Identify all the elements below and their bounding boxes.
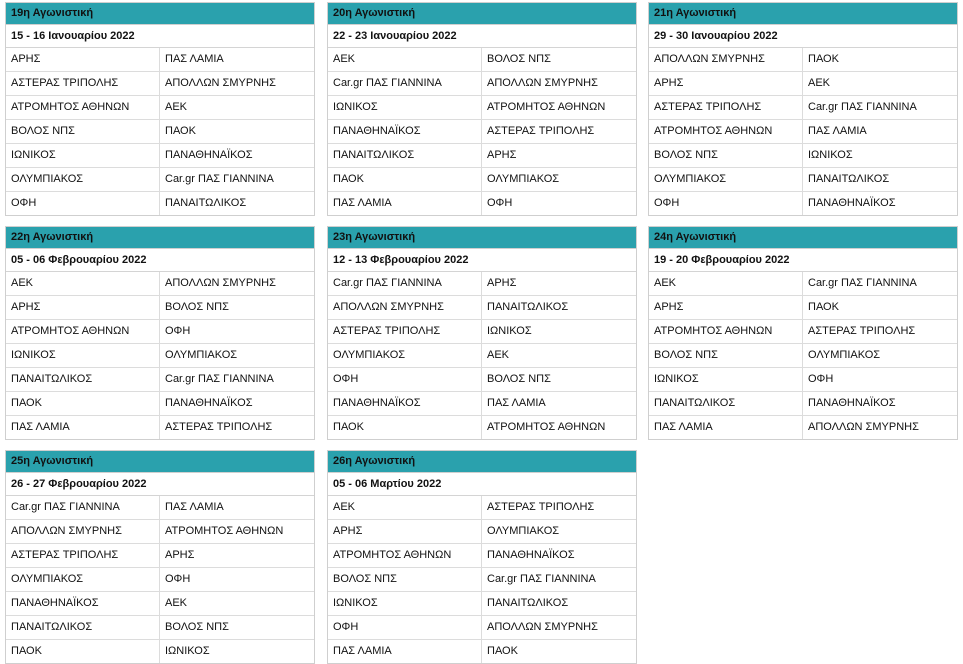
match-row xyxy=(328,72,636,96)
match-row xyxy=(649,144,957,168)
away-team: ΑΣΤΕΡΑΣ ΤΡΙΠΟΛΗΣ xyxy=(487,501,595,513)
away-team: Car.gr ΠΑΣ ΓΙΑΝΝΙΝΑ xyxy=(165,373,274,385)
home-team: ΑΣΤΕΡΑΣ ΤΡΙΠΟΛΗΣ xyxy=(6,72,160,95)
round-table xyxy=(327,226,637,440)
away-team: ΠΑΝΑΘΗΝΑΪΚΟΣ xyxy=(165,397,253,409)
home-team: ΑΡΗΣ xyxy=(6,48,160,71)
home-team: ΑΠΟΛΛΩΝ ΣΜΥΡΝΗΣ xyxy=(328,296,482,319)
match-row xyxy=(649,320,957,344)
away-team: ΑΣΤΕΡΑΣ ΤΡΙΠΟΛΗΣ xyxy=(165,421,273,433)
match-row xyxy=(649,48,957,72)
match-row xyxy=(6,592,314,616)
match-row xyxy=(6,72,314,96)
home-team: Car.gr ΠΑΣ ΓΙΑΝΝΙΝΑ xyxy=(328,272,482,295)
away-team: ΟΦΗ xyxy=(165,573,191,585)
match-row xyxy=(328,320,636,344)
home-team: ΑΡΗΣ xyxy=(6,296,160,319)
away-team: ΠΑΟΚ xyxy=(487,645,518,657)
match-row xyxy=(328,344,636,368)
away-team: ΠΑΝΑΙΤΩΛΙΚΟΣ xyxy=(487,597,569,609)
home-team: ΑΣΤΕΡΑΣ ΤΡΙΠΟΛΗΣ xyxy=(328,320,482,343)
match-row xyxy=(6,144,314,168)
home-team: ΑΤΡΟΜΗΤΟΣ ΑΘΗΝΩΝ xyxy=(649,120,803,143)
match-row xyxy=(6,296,314,320)
away-team: ΒΟΛΟΣ ΝΠΣ xyxy=(487,53,551,65)
match-row xyxy=(6,272,314,296)
match-row xyxy=(328,496,636,520)
round-date: 29 - 30 Ιανουαρίου 2022 xyxy=(649,25,957,48)
home-team: ΑΡΗΣ xyxy=(328,520,482,543)
away-team: ΟΦΗ xyxy=(165,325,191,337)
match-row xyxy=(649,368,957,392)
match-row xyxy=(6,568,314,592)
away-team: ΠΑΝΑΙΤΩΛΙΚΟΣ xyxy=(487,301,569,313)
away-team: ΑΡΗΣ xyxy=(487,149,517,161)
home-team: ΑΠΟΛΛΩΝ ΣΜΥΡΝΗΣ xyxy=(6,520,160,543)
home-team: ΙΩΝΙΚΟΣ xyxy=(6,344,160,367)
home-team: ΟΦΗ xyxy=(649,192,803,215)
round-date: 05 - 06 Φεβρουαρίου 2022 xyxy=(6,249,314,272)
home-team: ΑΣΤΕΡΑΣ ΤΡΙΠΟΛΗΣ xyxy=(649,96,803,119)
away-team: Car.gr ΠΑΣ ΓΙΑΝΝΙΝΑ xyxy=(487,573,596,585)
home-team: ΠΑΝΑΘΗΝΑΪΚΟΣ xyxy=(6,592,160,615)
away-team: ΑΡΗΣ xyxy=(165,549,195,561)
home-team: Car.gr ΠΑΣ ΓΙΑΝΝΙΝΑ xyxy=(328,72,482,95)
match-row xyxy=(328,416,636,439)
away-team: ΠΑΟΚ xyxy=(808,53,839,65)
away-team: ΑΠΟΛΛΩΝ ΣΜΥΡΝΗΣ xyxy=(487,621,598,633)
away-team: ΠΑΝΑΘΗΝΑΪΚΟΣ xyxy=(487,549,575,561)
match-row xyxy=(6,616,314,640)
home-team: ΟΦΗ xyxy=(328,616,482,639)
match-row xyxy=(328,48,636,72)
away-team: ΠΑΟΚ xyxy=(165,125,196,137)
round-table xyxy=(327,450,637,664)
match-row xyxy=(6,392,314,416)
home-team: ΒΟΛΟΣ ΝΠΣ xyxy=(649,144,803,167)
match-row xyxy=(6,344,314,368)
round-date: 15 - 16 Ιανουαρίου 2022 xyxy=(6,25,314,48)
match-row xyxy=(6,320,314,344)
away-team: ΠΑΝΑΘΗΝΑΪΚΟΣ xyxy=(808,197,896,209)
match-row xyxy=(328,96,636,120)
away-team: ΙΩΝΙΚΟΣ xyxy=(487,325,532,337)
away-team: ΟΦΗ xyxy=(487,197,513,209)
home-team: ΟΛΥΜΠΙΑΚΟΣ xyxy=(649,168,803,191)
match-row xyxy=(649,416,957,439)
away-team: Car.gr ΠΑΣ ΓΙΑΝΝΙΝΑ xyxy=(165,173,274,185)
home-team: ΑΕΚ xyxy=(328,48,482,71)
match-row xyxy=(6,120,314,144)
home-team: ΟΛΥΜΠΙΑΚΟΣ xyxy=(6,168,160,191)
round-table xyxy=(5,450,315,664)
home-team: ΠΑΝΑΙΤΩΛΙΚΟΣ xyxy=(328,144,482,167)
away-team: ΟΛΥΜΠΙΑΚΟΣ xyxy=(487,525,560,537)
round-title: 19η Αγωνιστική xyxy=(6,3,314,25)
home-team: ΑΤΡΟΜΗΤΟΣ ΑΘΗΝΩΝ xyxy=(6,320,160,343)
away-team: ΟΛΥΜΠΙΑΚΟΣ xyxy=(808,349,881,361)
home-team: ΑΤΡΟΜΗΤΟΣ ΑΘΗΝΩΝ xyxy=(649,320,803,343)
away-team: ΑΠΟΛΛΩΝ ΣΜΥΡΝΗΣ xyxy=(487,77,598,89)
match-row xyxy=(328,640,636,663)
away-team: ΑΕΚ xyxy=(808,77,831,89)
match-row xyxy=(649,72,957,96)
home-team: ΙΩΝΙΚΟΣ xyxy=(328,592,482,615)
away-team: ΑΤΡΟΜΗΤΟΣ ΑΘΗΝΩΝ xyxy=(487,421,606,433)
match-row xyxy=(649,272,957,296)
match-row xyxy=(6,368,314,392)
away-team: ΠΑΟΚ xyxy=(808,301,839,313)
round-title: 20η Αγωνιστική xyxy=(328,3,636,25)
away-team: ΙΩΝΙΚΟΣ xyxy=(808,149,853,161)
away-team: ΑΠΟΛΛΩΝ ΣΜΥΡΝΗΣ xyxy=(165,277,276,289)
match-row xyxy=(6,192,314,215)
round-title: 22η Αγωνιστική xyxy=(6,227,314,249)
round-table xyxy=(5,226,315,440)
round-title: 23η Αγωνιστική xyxy=(328,227,636,249)
home-team: ΑΠΟΛΛΩΝ ΣΜΥΡΝΗΣ xyxy=(649,48,803,71)
match-row xyxy=(6,520,314,544)
round-title: 26η Αγωνιστική xyxy=(328,451,636,473)
home-team: ΟΦΗ xyxy=(6,192,160,215)
match-row xyxy=(328,392,636,416)
round-title: 24η Αγωνιστική xyxy=(649,227,957,249)
match-row xyxy=(649,392,957,416)
away-team: Car.gr ΠΑΣ ΓΙΑΝΝΙΝΑ xyxy=(808,101,917,113)
match-row xyxy=(328,368,636,392)
round-date: 26 - 27 Φεβρουαρίου 2022 xyxy=(6,473,314,496)
match-row xyxy=(649,168,957,192)
away-team: ΠΑΣ ΛΑΜΙΑ xyxy=(165,53,224,65)
match-row xyxy=(328,120,636,144)
round-date: 22 - 23 Ιανουαρίου 2022 xyxy=(328,25,636,48)
away-team: ΠΑΣ ΛΑΜΙΑ xyxy=(487,397,546,409)
match-row xyxy=(6,168,314,192)
away-team: ΑΣΤΕΡΑΣ ΤΡΙΠΟΛΗΣ xyxy=(487,125,595,137)
away-team: ΑΕΚ xyxy=(487,349,510,361)
round-table xyxy=(648,226,958,440)
match-row xyxy=(328,168,636,192)
round-table xyxy=(5,2,315,216)
match-row xyxy=(328,616,636,640)
away-team: ΟΛΥΜΠΙΑΚΟΣ xyxy=(165,349,238,361)
away-team: ΑΡΗΣ xyxy=(487,277,517,289)
home-team: ΙΩΝΙΚΟΣ xyxy=(649,368,803,391)
match-row xyxy=(649,96,957,120)
home-team: ΑΤΡΟΜΗΤΟΣ ΑΘΗΝΩΝ xyxy=(6,96,160,119)
home-team: Car.gr ΠΑΣ ΓΙΑΝΝΙΝΑ xyxy=(6,496,160,519)
away-team: ΙΩΝΙΚΟΣ xyxy=(165,645,210,657)
match-row xyxy=(6,640,314,663)
home-team: ΑΤΡΟΜΗΤΟΣ ΑΘΗΝΩΝ xyxy=(328,544,482,567)
away-team: ΠΑΝΑΘΗΝΑΪΚΟΣ xyxy=(808,397,896,409)
match-row xyxy=(328,544,636,568)
home-team: ΟΛΥΜΠΙΑΚΟΣ xyxy=(6,568,160,591)
home-team: ΠΑΣ ΛΑΜΙΑ xyxy=(328,640,482,663)
round-title: 21η Αγωνιστική xyxy=(649,3,957,25)
match-row xyxy=(328,296,636,320)
home-team: ΠΑΟΚ xyxy=(6,640,160,663)
round-title: 25η Αγωνιστική xyxy=(6,451,314,473)
away-team: ΑΤΡΟΜΗΤΟΣ ΑΘΗΝΩΝ xyxy=(165,525,284,537)
away-team: ΑΕΚ xyxy=(165,597,188,609)
home-team: ΠΑΟΚ xyxy=(6,392,160,415)
home-team: ΙΩΝΙΚΟΣ xyxy=(6,144,160,167)
away-team: ΟΦΗ xyxy=(808,373,834,385)
home-team: ΒΟΛΟΣ ΝΠΣ xyxy=(6,120,160,143)
home-team: ΠΑΝΑΘΗΝΑΪΚΟΣ xyxy=(328,392,482,415)
round-table xyxy=(327,2,637,216)
away-team: ΠΑΝΑΙΤΩΛΙΚΟΣ xyxy=(165,197,247,209)
home-team: ΠΑΟΚ xyxy=(328,416,482,439)
match-row xyxy=(328,192,636,215)
home-team: ΠΑΝΑΙΤΩΛΙΚΟΣ xyxy=(6,368,160,391)
home-team: ΠΑΣ ΛΑΜΙΑ xyxy=(649,416,803,439)
away-team: ΠΑΝΑΙΤΩΛΙΚΟΣ xyxy=(808,173,890,185)
home-team: ΠΑΝΑΙΤΩΛΙΚΟΣ xyxy=(6,616,160,639)
home-team: ΠΑΣ ΛΑΜΙΑ xyxy=(328,192,482,215)
home-team: ΠΑΝΑΙΤΩΛΙΚΟΣ xyxy=(649,392,803,415)
round-date: 05 - 06 Μαρτίου 2022 xyxy=(328,473,636,496)
home-team: ΑΣΤΕΡΑΣ ΤΡΙΠΟΛΗΣ xyxy=(6,544,160,567)
home-team: ΑΕΚ xyxy=(328,496,482,519)
match-row xyxy=(6,544,314,568)
away-team: ΠΑΣ ΛΑΜΙΑ xyxy=(165,501,224,513)
match-row xyxy=(649,344,957,368)
away-team: ΑΤΡΟΜΗΤΟΣ ΑΘΗΝΩΝ xyxy=(487,101,606,113)
home-team: ΒΟΛΟΣ ΝΠΣ xyxy=(328,568,482,591)
away-team: ΒΟΛΟΣ ΝΠΣ xyxy=(165,621,229,633)
match-row xyxy=(6,48,314,72)
match-row xyxy=(6,496,314,520)
match-row xyxy=(328,520,636,544)
away-team: ΠΑΣ ΛΑΜΙΑ xyxy=(808,125,867,137)
match-row xyxy=(328,144,636,168)
home-team: ΠΑΝΑΘΗΝΑΪΚΟΣ xyxy=(328,120,482,143)
home-team: ΑΡΗΣ xyxy=(649,296,803,319)
home-team: ΠΑΣ ΛΑΜΙΑ xyxy=(6,416,160,439)
away-team: Car.gr ΠΑΣ ΓΙΑΝΝΙΝΑ xyxy=(808,277,917,289)
away-team: ΒΟΛΟΣ ΝΠΣ xyxy=(165,301,229,313)
home-team: ΠΑΟΚ xyxy=(328,168,482,191)
home-team: ΒΟΛΟΣ ΝΠΣ xyxy=(649,344,803,367)
away-team: ΑΠΟΛΛΩΝ ΣΜΥΡΝΗΣ xyxy=(165,77,276,89)
match-row xyxy=(649,296,957,320)
away-team: ΑΠΟΛΛΩΝ ΣΜΥΡΝΗΣ xyxy=(808,421,919,433)
match-row xyxy=(328,272,636,296)
away-team: ΒΟΛΟΣ ΝΠΣ xyxy=(487,373,551,385)
away-team: ΠΑΝΑΘΗΝΑΪΚΟΣ xyxy=(165,149,253,161)
away-team: ΑΕΚ xyxy=(165,101,188,113)
match-row xyxy=(649,192,957,215)
home-team: ΟΛΥΜΠΙΑΚΟΣ xyxy=(328,344,482,367)
match-row xyxy=(649,120,957,144)
away-team: ΟΛΥΜΠΙΑΚΟΣ xyxy=(487,173,560,185)
home-team: ΙΩΝΙΚΟΣ xyxy=(328,96,482,119)
home-team: ΟΦΗ xyxy=(328,368,482,391)
match-row xyxy=(328,592,636,616)
home-team: ΑΕΚ xyxy=(649,272,803,295)
round-date: 19 - 20 Φεβρουαρίου 2022 xyxy=(649,249,957,272)
home-team: ΑΡΗΣ xyxy=(649,72,803,95)
round-table xyxy=(648,2,958,216)
match-row xyxy=(328,568,636,592)
round-date: 12 - 13 Φεβρουαρίου 2022 xyxy=(328,249,636,272)
home-team: ΑΕΚ xyxy=(6,272,160,295)
match-row xyxy=(6,96,314,120)
away-team: ΑΣΤΕΡΑΣ ΤΡΙΠΟΛΗΣ xyxy=(808,325,916,337)
match-row xyxy=(6,416,314,439)
